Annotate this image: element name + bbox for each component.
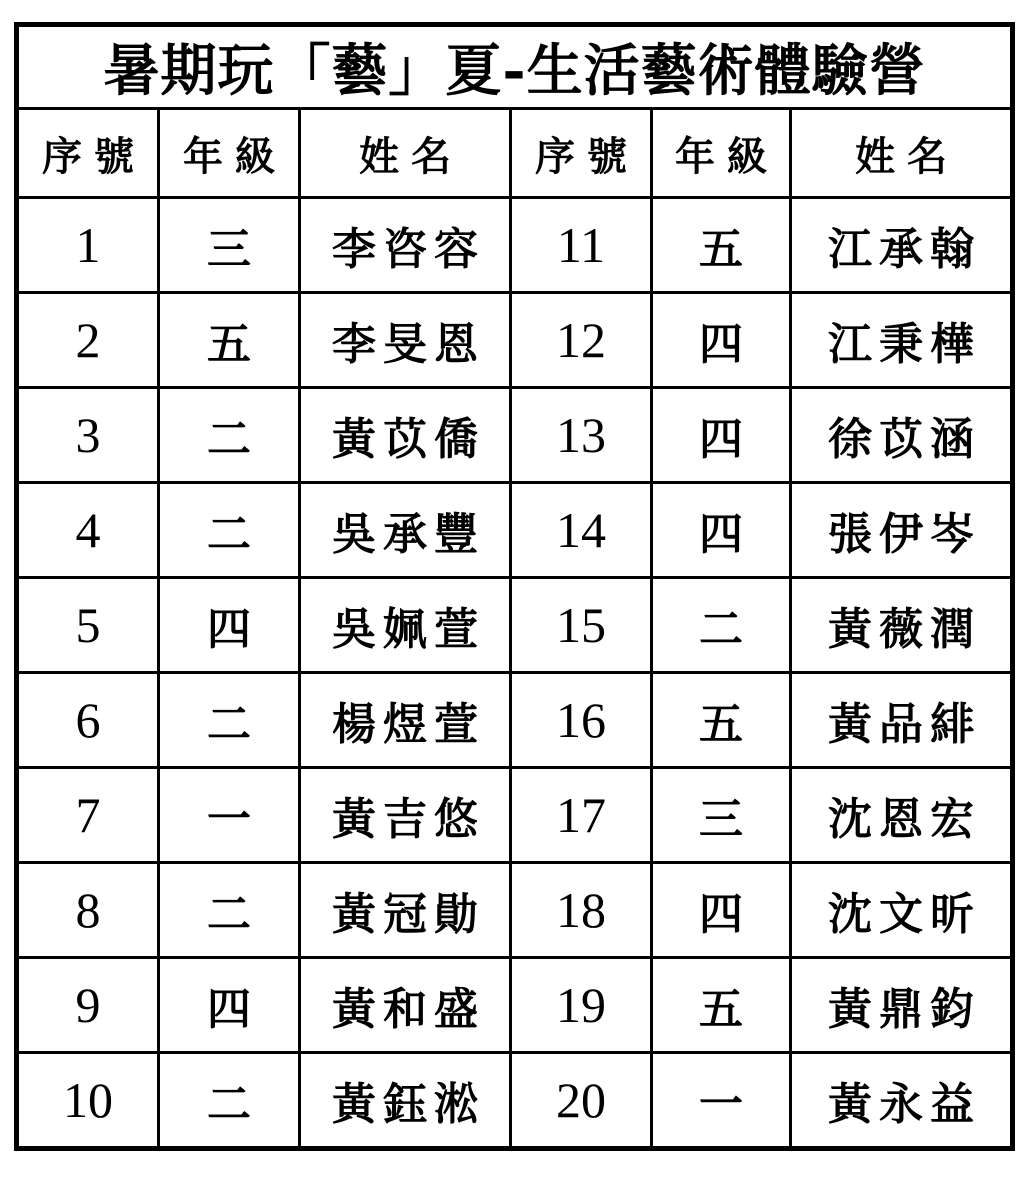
- seq-cell: 6: [17, 673, 159, 768]
- name-cell: 吳承豐: [300, 483, 511, 578]
- grade-cell: 四: [159, 958, 300, 1053]
- grade-cell: 一: [159, 768, 300, 863]
- col-header-seq-left: 序號: [17, 109, 159, 198]
- name-cell: 江承翰: [791, 198, 1013, 293]
- seq-cell: 4: [17, 483, 159, 578]
- name-cell: 黃和盛: [300, 958, 511, 1053]
- title-row: [17, 25, 1013, 109]
- grade-cell: 二: [159, 863, 300, 958]
- name-cell: 徐苡涵: [791, 388, 1013, 483]
- seq-cell: 20: [511, 1053, 652, 1149]
- seq-cell: 11: [511, 198, 652, 293]
- table-row: [17, 293, 1013, 388]
- seq-cell: 15: [511, 578, 652, 673]
- grade-cell: 五: [652, 673, 791, 768]
- seq-cell: 17: [511, 768, 652, 863]
- col-header-grade-right: 年級: [652, 109, 791, 198]
- grade-cell: 二: [159, 1053, 300, 1149]
- seq-cell: 7: [17, 768, 159, 863]
- name-cell: 李旻恩: [300, 293, 511, 388]
- grade-cell: 四: [652, 483, 791, 578]
- col-header-seq-right: 序號: [511, 109, 652, 198]
- col-header-name-right: 姓名: [791, 109, 1013, 198]
- table-row: [17, 483, 1013, 578]
- seq-cell: 18: [511, 863, 652, 958]
- table-row: [17, 673, 1013, 768]
- name-cell: 楊煜萱: [300, 673, 511, 768]
- seq-cell: 13: [511, 388, 652, 483]
- name-cell: 沈恩宏: [791, 768, 1013, 863]
- name-cell: 黃品緋: [791, 673, 1013, 768]
- col-header-name-left: 姓名: [300, 109, 511, 198]
- grade-cell: 三: [652, 768, 791, 863]
- seq-cell: 19: [511, 958, 652, 1053]
- grade-cell: 五: [652, 958, 791, 1053]
- grade-cell: 四: [652, 388, 791, 483]
- table-row: [17, 1053, 1013, 1149]
- grade-cell: 四: [159, 578, 300, 673]
- name-cell: 黃苡僑: [300, 388, 511, 483]
- grade-cell: 四: [652, 863, 791, 958]
- seq-cell: 16: [511, 673, 652, 768]
- grade-cell: 二: [159, 673, 300, 768]
- roster-table: [14, 22, 1015, 1151]
- page-title: 暑期玩「藝」夏-生活藝術體驗營: [17, 25, 1013, 109]
- name-cell: 張伊岑: [791, 483, 1013, 578]
- seq-cell: 5: [17, 578, 159, 673]
- seq-cell: 10: [17, 1053, 159, 1149]
- seq-cell: 14: [511, 483, 652, 578]
- seq-cell: 8: [17, 863, 159, 958]
- grade-cell: 二: [159, 483, 300, 578]
- grade-cell: 五: [159, 293, 300, 388]
- name-cell: 李咨容: [300, 198, 511, 293]
- name-cell: 江秉樺: [791, 293, 1013, 388]
- table-row: [17, 578, 1013, 673]
- name-cell: 吳姵萱: [300, 578, 511, 673]
- table-row: [17, 768, 1013, 863]
- seq-cell: 3: [17, 388, 159, 483]
- header-row: [17, 109, 1013, 198]
- seq-cell: 1: [17, 198, 159, 293]
- name-cell: 黃吉悠: [300, 768, 511, 863]
- name-cell: 黃鼎鈞: [791, 958, 1013, 1053]
- table-row: [17, 388, 1013, 483]
- name-cell: 黃冠勛: [300, 863, 511, 958]
- name-cell: 沈文昕: [791, 863, 1013, 958]
- table-row: [17, 198, 1013, 293]
- seq-cell: 2: [17, 293, 159, 388]
- name-cell: 黃鈺淞: [300, 1053, 511, 1149]
- grade-cell: 三: [159, 198, 300, 293]
- table-row: [17, 863, 1013, 958]
- table-row: [17, 958, 1013, 1053]
- name-cell: 黃永益: [791, 1053, 1013, 1149]
- grade-cell: 二: [652, 578, 791, 673]
- grade-cell: 四: [652, 293, 791, 388]
- grade-cell: 五: [652, 198, 791, 293]
- col-header-grade-left: 年級: [159, 109, 300, 198]
- grade-cell: 一: [652, 1053, 791, 1149]
- seq-cell: 9: [17, 958, 159, 1053]
- grade-cell: 二: [159, 388, 300, 483]
- seq-cell: 12: [511, 293, 652, 388]
- name-cell: 黃薇潤: [791, 578, 1013, 673]
